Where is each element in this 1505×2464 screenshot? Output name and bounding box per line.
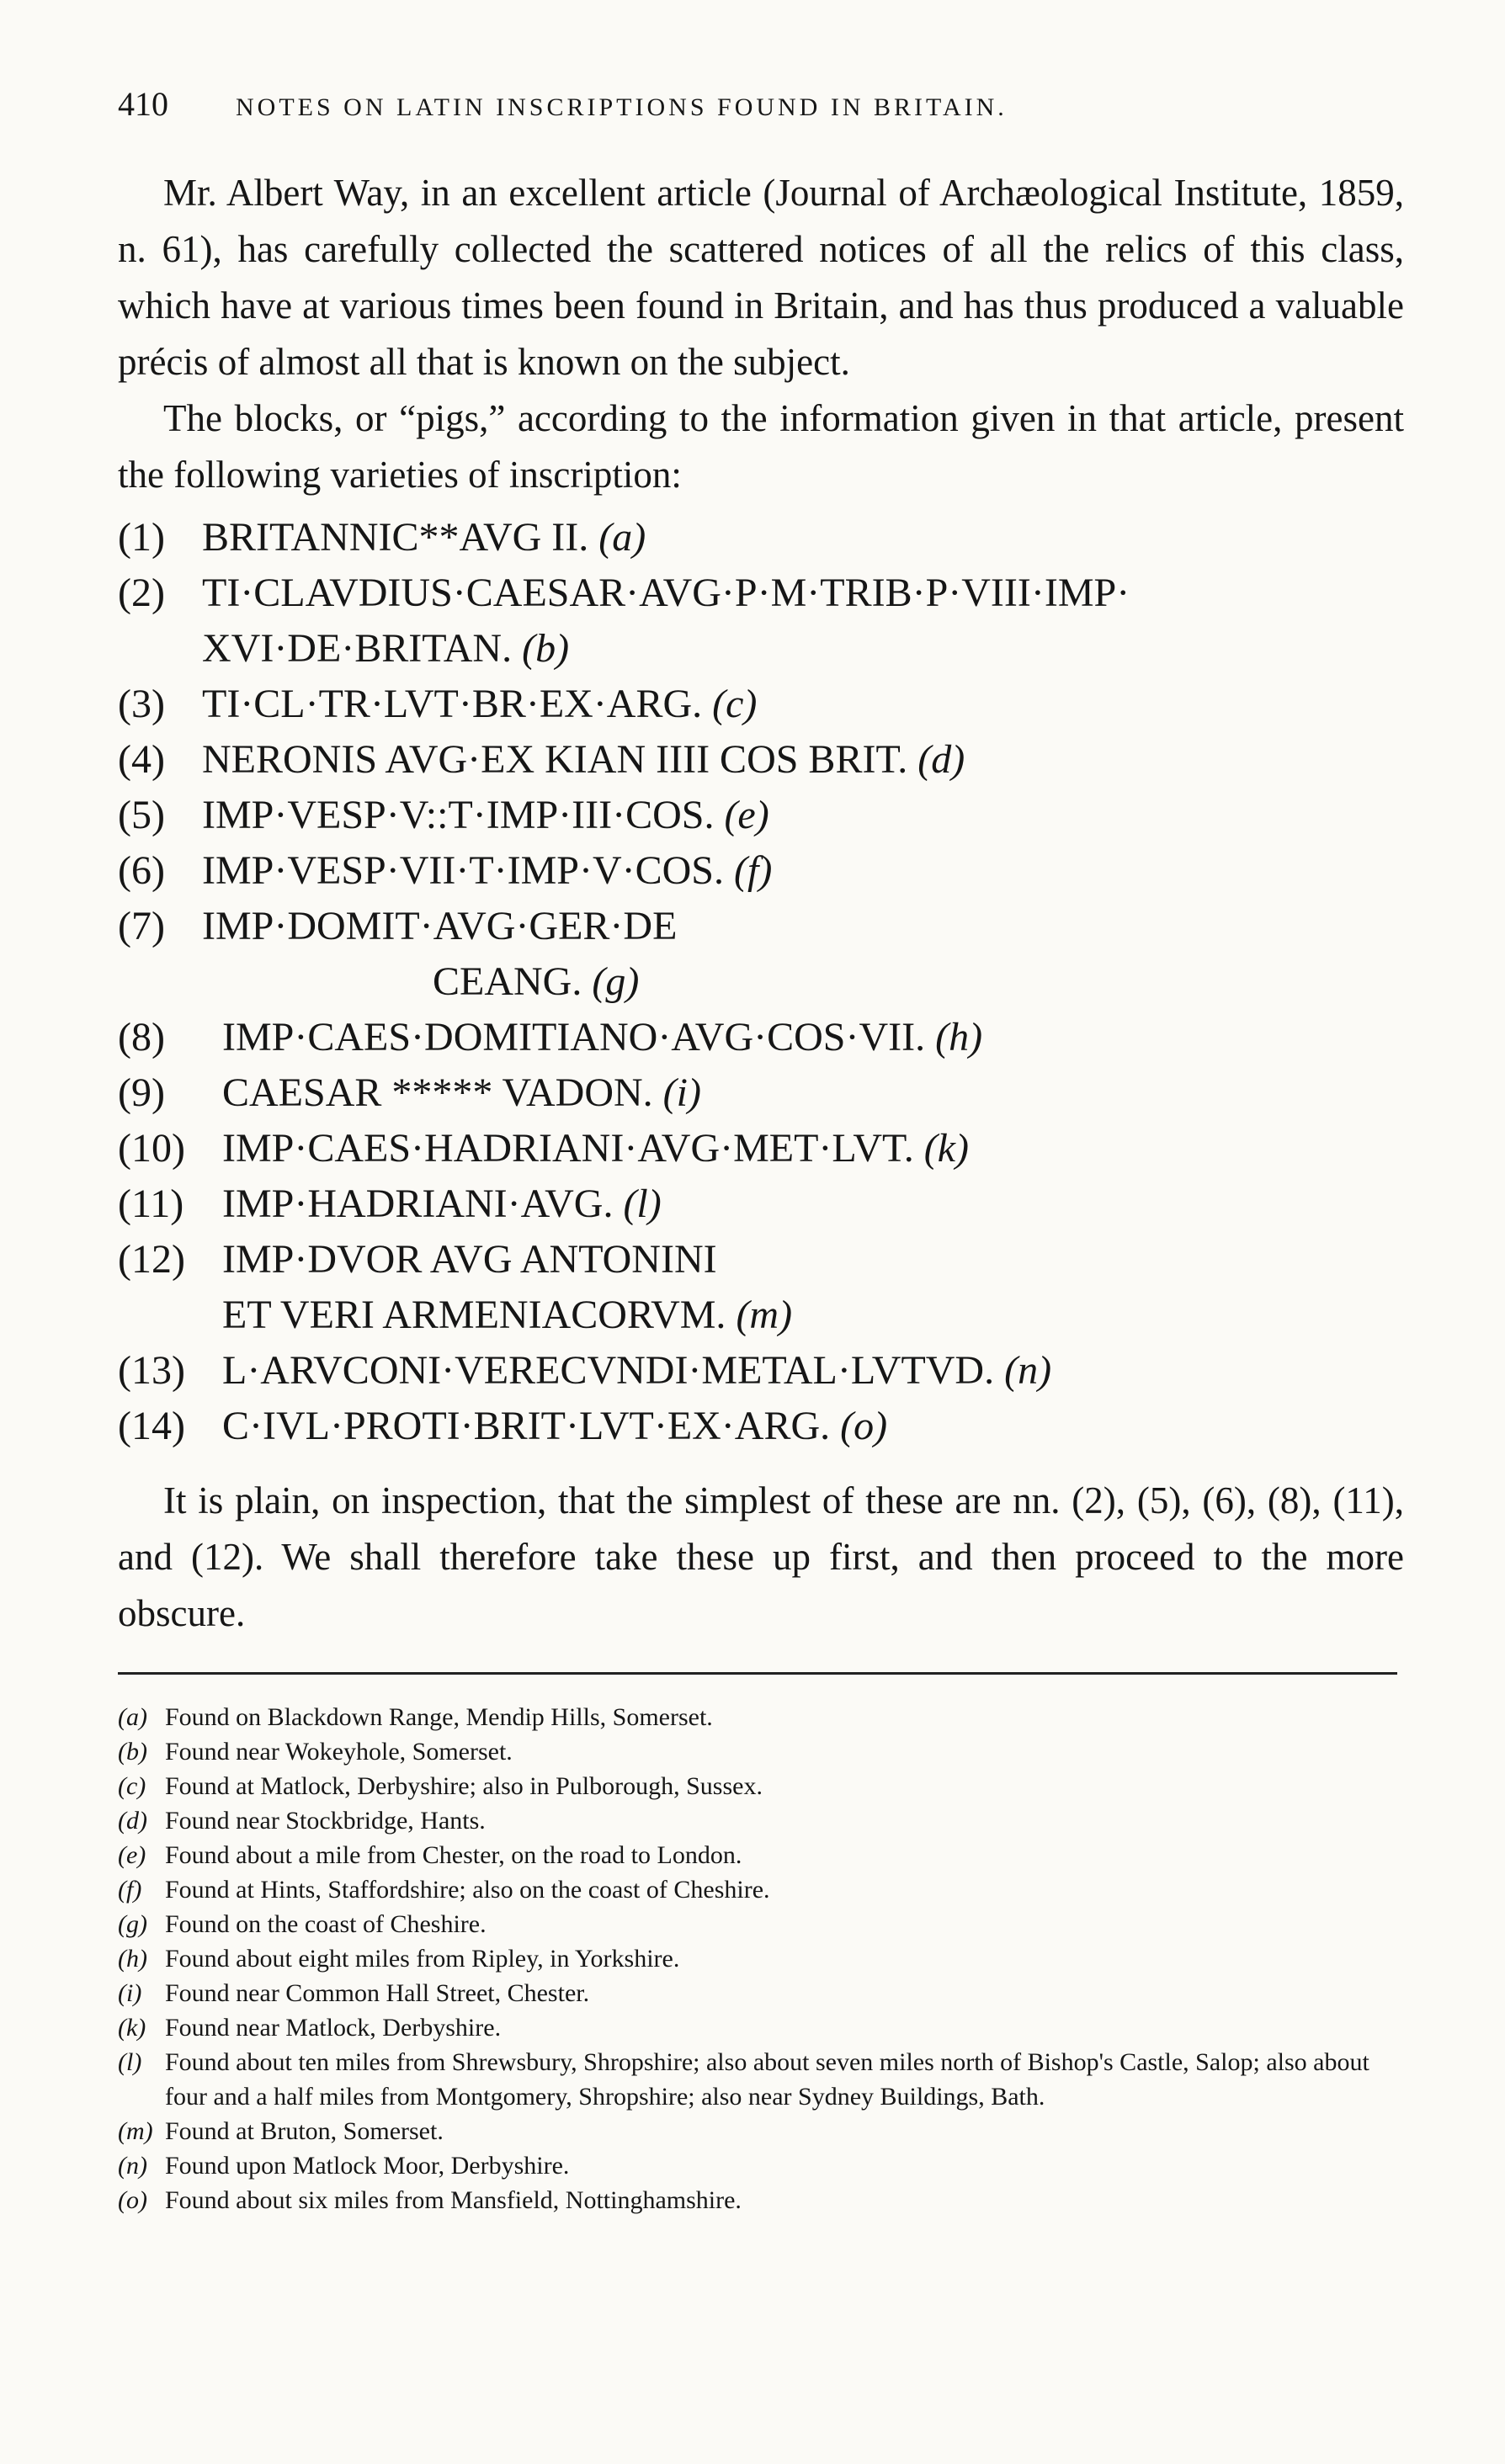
inscription-text: IMP·DVOR AVG ANTONINI (222, 1237, 717, 1282)
inscription-number: (12) (118, 1237, 185, 1282)
inscription-number: (14) (118, 1404, 185, 1448)
inscription-number: (3) (118, 682, 165, 726)
inscription-text: L·ARVCONI·VERECVNDI·METAL·LVTVD. (222, 1348, 995, 1393)
inscription-text: C·IVL·PROTI·BRIT·LVT·EX·ARG. (222, 1404, 831, 1448)
inscription-item (118, 1121, 1404, 1176)
footnote (118, 2114, 1404, 2148)
inscription-text: IMP·DOMIT·AVG·GER·DE (202, 904, 678, 948)
inscription-item (118, 1343, 1404, 1399)
inscription-item (118, 899, 1404, 1010)
note-reference: (c) (712, 682, 758, 726)
conclusion-paragraph: It is plain, on inspection, that the simplest of these are nn. (2), (5), (6), (8), (11), and (12). We shall therefore take these up first, and then proceed to the more obscure. (118, 1479, 1404, 1634)
footnote (118, 1769, 1404, 1803)
footnote-text: Found about six miles from Mansfield, Nottinghamshire. (165, 2186, 742, 2214)
footnote-text: Found at Bruton, Somerset. (165, 2117, 444, 2145)
footnote-mark: (c) (118, 1772, 146, 1800)
footnote-text: Found near Matlock, Derbyshire. (165, 2014, 502, 2042)
inscription-number: (11) (118, 1182, 184, 1226)
note-reference: (m) (736, 1293, 793, 1337)
inscription-item (118, 1232, 1404, 1343)
varieties-paragraph: The blocks, or “pigs,” according to the information given in that article, present the following varieties of inscription: (118, 397, 1404, 496)
note-reference: (g) (592, 959, 640, 1004)
inscription-number: (13) (118, 1348, 185, 1393)
note-reference: (a) (598, 515, 646, 560)
footnote (118, 2183, 1404, 2217)
footnote-text: Found about ten miles from Shrewsbury, Shropshire; also about seven miles north of Bishop's Castle, Salop; also about four and a half miles from Montgomery, Shropshire; also near Sydney Buildings, Bath. (165, 2048, 1369, 2111)
footnote-mark: (l) (118, 2048, 142, 2076)
footnote-text: Found near Stockbridge, Hants. (165, 1807, 486, 1835)
footnote-mark: (h) (118, 1945, 147, 1973)
footnote-mark: (e) (118, 1841, 146, 1869)
note-reference: (l) (623, 1182, 662, 1226)
footnote-list (118, 1700, 1404, 2217)
inscription-text: TI·CLAVDIUS·CAESAR·AVG·P·M·TRIB·P·VIII·IMP· (202, 571, 1130, 615)
inscription-item (118, 732, 1404, 788)
footnote-mark: (m) (118, 2117, 153, 2145)
note-reference: (h) (935, 1015, 983, 1059)
footnote-mark: (f) (118, 1876, 142, 1904)
footnote-text: Found upon Matlock Moor, Derbyshire. (165, 2152, 570, 2180)
footnote (118, 1941, 1404, 1976)
inscription-number: (4) (118, 737, 165, 782)
footnote (118, 1700, 1404, 1734)
footnote-text: Found on Blackdown Range, Mendip Hills, Somerset. (165, 1703, 713, 1731)
footnote-mark: (a) (118, 1703, 147, 1731)
inscription-number: (1) (118, 515, 165, 560)
note-reference: (n) (1004, 1348, 1052, 1393)
footnote-text: Found about eight miles from Ripley, in Yorkshire. (165, 1945, 680, 1973)
note-reference: (e) (724, 793, 769, 837)
note-reference: (k) (923, 1126, 970, 1171)
footnote (118, 2148, 1404, 2183)
footnote-text: Found near Common Hall Street, Chester. (165, 1979, 590, 2007)
inscription-text: IMP·CAES·HADRIANI·AVG·MET·LVT. (222, 1126, 914, 1171)
inscription-number: (9) (118, 1070, 165, 1115)
inscription-text-continued: ET VERI ARMENIACORVM. (222, 1293, 726, 1337)
footnote-text: Found about a mile from Chester, on the road to London. (165, 1841, 742, 1869)
inscription-item (118, 1399, 1404, 1454)
footnote (118, 1734, 1404, 1769)
inscription-number: (2) (118, 571, 165, 615)
inscription-text: TI·CL·TR·LVT·BR·EX·ARG. (202, 682, 703, 726)
footnote-mark: (g) (118, 1910, 147, 1938)
inscription-text: BRITANNIC**AVG II. (202, 515, 589, 560)
inscription-text: IMP·VESP·V::T·IMP·III·COS. (202, 793, 715, 837)
inscription-text: IMP·CAES·DOMITIANO·AVG·COS·VII. (222, 1015, 926, 1059)
footnote (118, 1976, 1404, 2010)
footnote-text: Found near Wokeyhole, Somerset. (165, 1738, 513, 1766)
note-reference: (i) (662, 1070, 701, 1115)
inscription-item (118, 1176, 1404, 1232)
inscription-text: CAESAR ***** VADON. (222, 1070, 653, 1115)
inscription-item (118, 566, 1404, 677)
intro-paragraph: Mr. Albert Way, in an excellent article (Journal of Archæological Institute, 1859, n. 61), has carefully collected the scattered notices of all the relics of this class, which have at various times been found in Britain, and has thus produced a valuable précis of almost all that is known on the subject. (118, 172, 1404, 383)
footnote-divider (118, 1672, 1397, 1675)
footnote (118, 2045, 1404, 2114)
inscription-item (118, 1065, 1404, 1121)
footnote (118, 1907, 1404, 1941)
inscription-list (118, 510, 1404, 1454)
footnote-mark: (i) (118, 1979, 142, 2007)
inscription-item (118, 843, 1404, 899)
footnote-mark: (n) (118, 2152, 147, 2180)
footnote-text: Found at Matlock, Derbyshire; also in Pulborough, Sussex. (165, 1772, 763, 1800)
running-head (118, 84, 1404, 143)
footnote-mark: (b) (118, 1738, 147, 1766)
inscription-text: IMP·VESP·VII·T·IMP·V·COS. (202, 848, 724, 893)
inscription-number: (6) (118, 848, 165, 893)
inscription-text-continued: XVI·DE·BRITAN. (202, 626, 513, 671)
inscription-number: (10) (118, 1126, 185, 1171)
footnote (118, 1838, 1404, 1872)
footnote (118, 1803, 1404, 1838)
footnote (118, 1872, 1404, 1907)
footnote (118, 2010, 1404, 2045)
inscription-item (118, 788, 1404, 843)
footnote-text: Found at Hints, Staffordshire; also on the coast of Cheshire. (165, 1876, 770, 1904)
inscription-number: (5) (118, 793, 165, 837)
footnote-mark: (o) (118, 2186, 147, 2214)
inscription-item (118, 510, 1404, 566)
footnote-mark: (d) (118, 1807, 147, 1835)
inscription-number: (8) (118, 1015, 165, 1059)
footnote-text: Found on the coast of Cheshire. (165, 1910, 487, 1938)
note-reference: (d) (917, 737, 965, 782)
page-number: 410 (118, 85, 168, 123)
note-reference: (b) (522, 626, 570, 671)
inscription-item (118, 1010, 1404, 1065)
footnote-mark: (k) (118, 2014, 146, 2042)
note-reference: (o) (840, 1404, 888, 1448)
running-title: NOTES ON LATIN INSCRIPTIONS FOUND IN BRITAIN. (236, 93, 1008, 121)
note-reference: (f) (734, 848, 773, 893)
inscription-text: IMP·HADRIANI·AVG. (222, 1182, 614, 1226)
inscription-item (118, 677, 1404, 732)
inscription-text: NERONIS AVG·EX KIAN IIII COS BRIT. (202, 737, 908, 782)
inscription-text-continued: CEANG. (433, 959, 582, 1004)
inscription-number: (7) (118, 904, 165, 948)
